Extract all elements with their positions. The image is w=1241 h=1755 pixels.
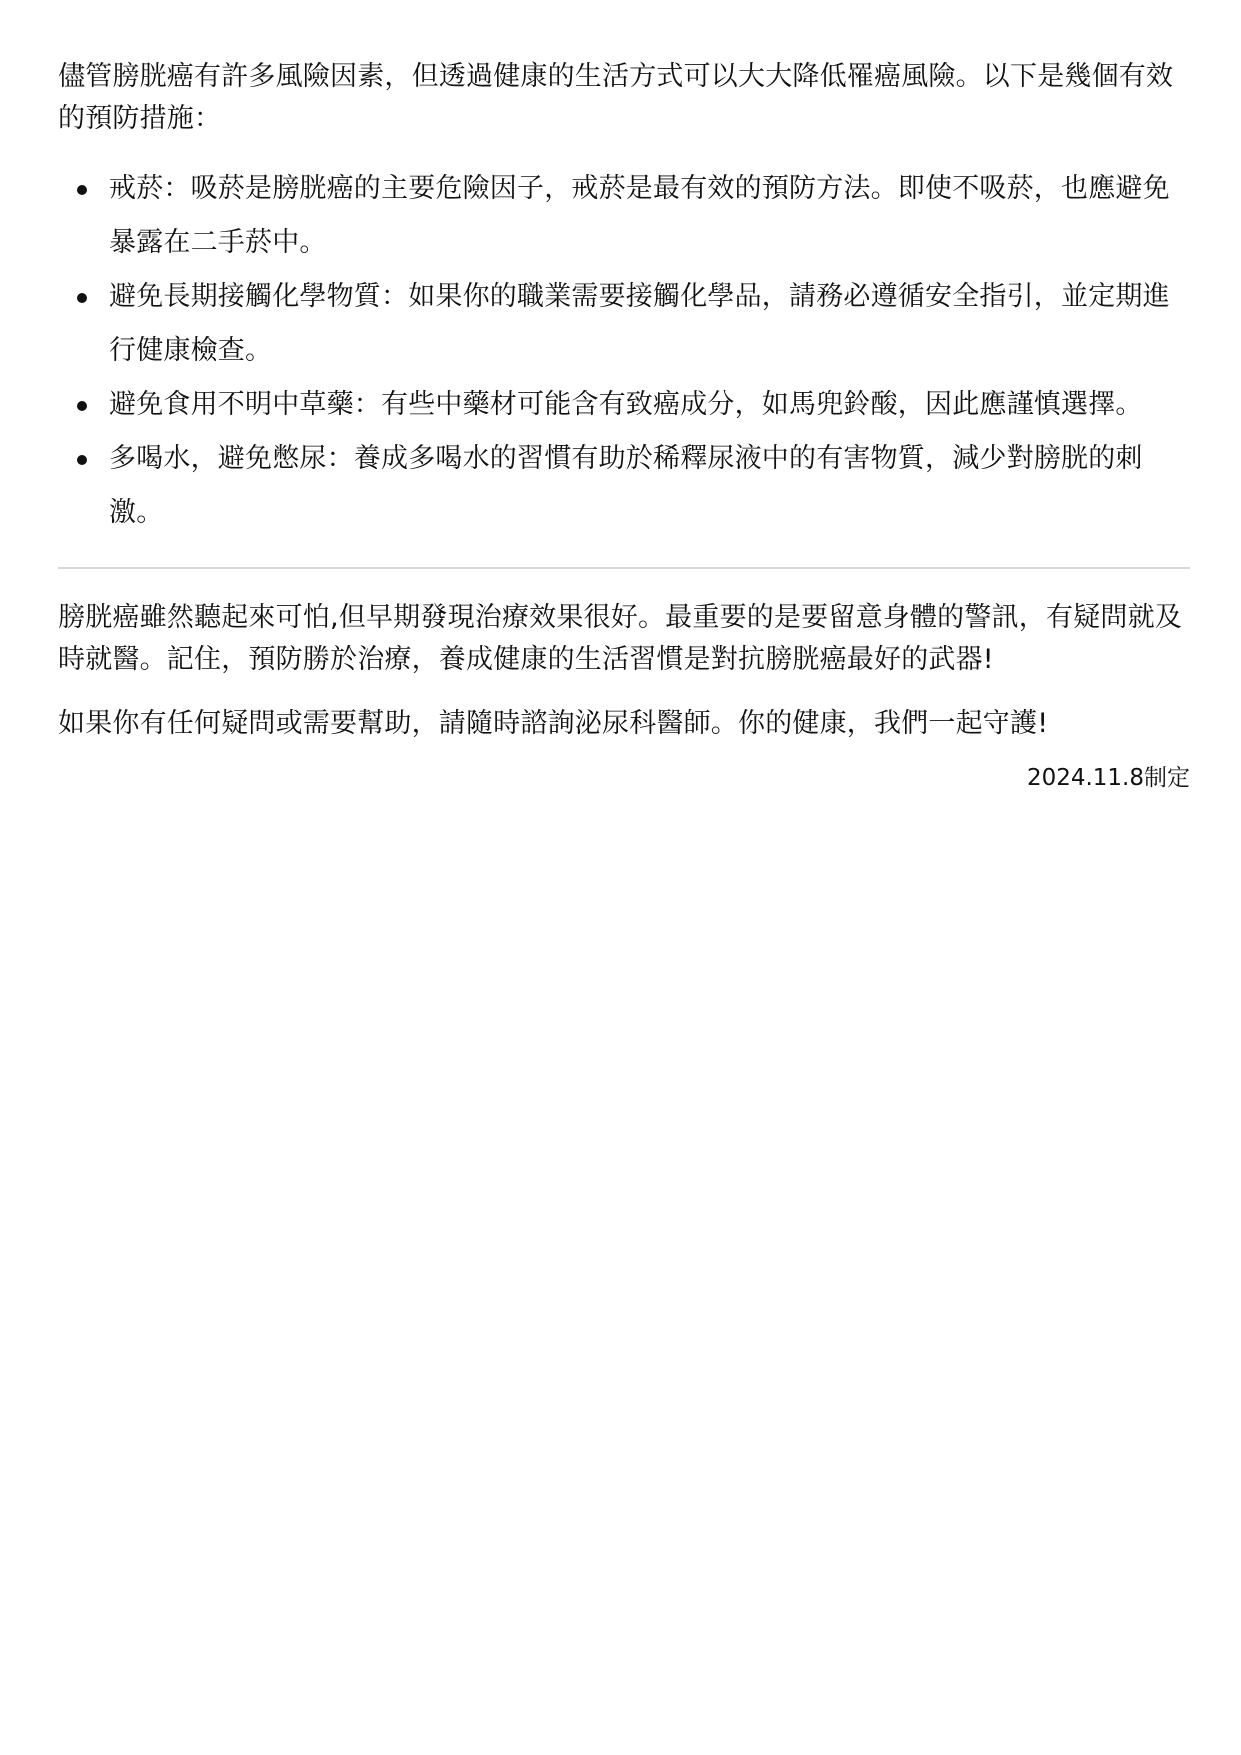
document-page <box>58 56 1190 795</box>
list-item <box>58 162 1190 270</box>
bullet-icon <box>77 185 87 195</box>
bullet-icon <box>77 455 87 465</box>
list-item <box>58 270 1190 378</box>
list-item <box>58 378 1190 432</box>
closing-paragraph: 膀胱癌雖然聽起來可怕,但早期發現治療效果很好。最重要的是要留意身體的警訊，有疑問就及時就醫。記住，預防勝於治療，養成健康的生活習慣是對抗膀胱癌最好的武器! <box>58 602 1182 675</box>
prevention-list <box>58 162 1190 540</box>
section-divider <box>58 567 1190 569</box>
list-item-text: 多喝水，避免憋尿：養成多喝水的習慣有助於稀釋尿液中的有害物質，減少對膀胱的刺激。 <box>109 443 1143 528</box>
list-item <box>58 432 1190 540</box>
intro-paragraph: 儘管膀胱癌有許多風險因素，但透過健康的生活方式可以大大降低罹癌風險。以下是幾個有效的預防措施： <box>58 61 1174 134</box>
bullet-icon <box>77 401 87 411</box>
list-item-text: 戒菸：吸菸是膀胱癌的主要危險因子，戒菸是最有效的預防方法。即使不吸菸，也應避免暴露在二手菸中。 <box>109 173 1170 258</box>
list-item-text: 避免食用不明中草藥：有些中藥材可能含有致癌成分，如馬兜鈴酸，因此應謹慎選擇。 <box>109 389 1143 420</box>
list-item-text: 避免長期接觸化學物質：如果你的職業需要接觸化學品，請務必遵循安全指引，並定期進行健康檢查。 <box>109 281 1170 366</box>
help-paragraph: 如果你有任何疑問或需要幫助，請隨時諮詢泌尿科醫師。你的健康，我們一起守護! <box>58 708 1049 739</box>
bullet-icon <box>77 293 87 303</box>
date-stamp: 2024.11.8制定 <box>1026 765 1190 791</box>
